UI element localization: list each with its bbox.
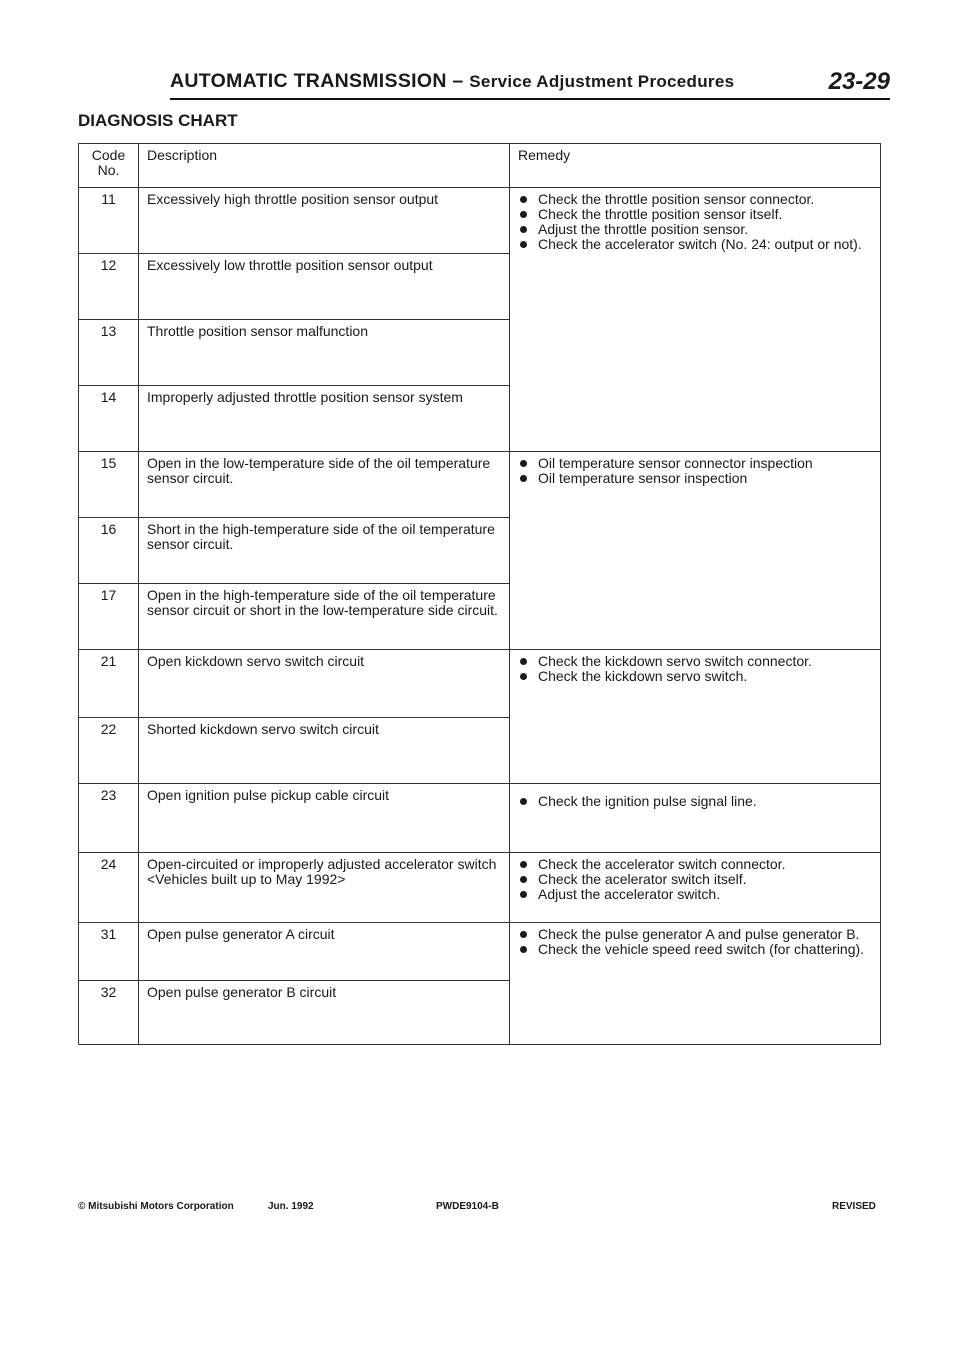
code-cell: 21 bbox=[79, 650, 139, 718]
remedy-cell bbox=[510, 650, 881, 784]
header-title bbox=[170, 70, 734, 93]
remedy-item: Check the kickdown servo switch. bbox=[518, 669, 872, 684]
description-cell: Open-circuited or improperly adjusted accelerator switch <Vehicles built up to May 1992> bbox=[139, 853, 510, 923]
table-row bbox=[79, 452, 881, 518]
description-cell: Open pulse generator A circuit bbox=[139, 923, 510, 981]
code-cell: 16 bbox=[79, 518, 139, 584]
remedy-cell bbox=[510, 853, 881, 923]
remedy-list bbox=[518, 857, 872, 902]
section-title: DIAGNOSIS CHART bbox=[78, 111, 238, 130]
page-number: 23-29 bbox=[828, 68, 890, 95]
code-cell: 32 bbox=[79, 981, 139, 1045]
header-description: Description bbox=[139, 144, 510, 188]
remedy-item: Check the pulse generator A and pulse generator B. bbox=[518, 927, 872, 942]
remedy-list bbox=[518, 654, 872, 684]
remedy-list bbox=[518, 456, 872, 486]
remedy-cell bbox=[510, 188, 881, 452]
remedy-item: Adjust the throttle position sensor. bbox=[518, 222, 872, 237]
diagnosis-table bbox=[78, 143, 881, 1045]
code-cell: 14 bbox=[79, 386, 139, 452]
header-title-main: AUTOMATIC TRANSMISSION – bbox=[170, 70, 470, 92]
remedy-item: Oil temperature sensor connector inspection bbox=[518, 456, 872, 471]
description-cell: Short in the high-temperature side of the oil temperature sensor circuit. bbox=[139, 518, 510, 584]
table-row bbox=[79, 923, 881, 981]
description-cell: Open in the low-temperature side of the oil temperature sensor circuit. bbox=[139, 452, 510, 518]
table-header-row bbox=[79, 144, 881, 188]
table-row bbox=[79, 784, 881, 853]
code-cell: 13 bbox=[79, 320, 139, 386]
code-cell: 12 bbox=[79, 254, 139, 320]
code-cell: 23 bbox=[79, 784, 139, 853]
table-row bbox=[79, 853, 881, 923]
code-cell: 24 bbox=[79, 853, 139, 923]
header-code: Code No. bbox=[79, 144, 139, 188]
remedy-item: Check the throttle position sensor itself. bbox=[518, 207, 872, 222]
description-cell: Improperly adjusted throttle position sensor system bbox=[139, 386, 510, 452]
footer-status: REVISED bbox=[832, 1201, 876, 1212]
description-cell: Open ignition pulse pickup cable circuit bbox=[139, 784, 510, 853]
remedy-cell bbox=[510, 923, 881, 1045]
remedy-cell bbox=[510, 784, 881, 853]
description-cell: Throttle position sensor malfunction bbox=[139, 320, 510, 386]
remedy-cell bbox=[510, 452, 881, 650]
description-cell: Shorted kickdown servo switch circuit bbox=[139, 718, 510, 784]
description-cell: Open in the high-temperature side of the oil temperature sensor circuit or short in the low-temperature side circuit. bbox=[139, 584, 510, 650]
remedy-item: Check the kickdown servo switch connector. bbox=[518, 654, 872, 669]
remedy-item: Adjust the accelerator switch. bbox=[518, 887, 872, 902]
description-cell: Open pulse generator B circuit bbox=[139, 981, 510, 1045]
code-cell: 11 bbox=[79, 188, 139, 254]
code-cell: 17 bbox=[79, 584, 139, 650]
table-row bbox=[79, 650, 881, 718]
remedy-item: Check the accelerator switch connector. bbox=[518, 857, 872, 872]
code-cell: 15 bbox=[79, 452, 139, 518]
header-title-sub: Service Adjustment Procedures bbox=[469, 72, 735, 91]
footer-copyright: © Mitsubishi Motors Corporation bbox=[78, 1201, 234, 1212]
page-header bbox=[170, 68, 890, 100]
remedy-list bbox=[518, 192, 872, 252]
remedy-item: Check the acelerator switch itself. bbox=[518, 872, 872, 887]
remedy-item: Check the throttle position sensor connector. bbox=[518, 192, 872, 207]
description-cell: Open kickdown servo switch circuit bbox=[139, 650, 510, 718]
description-cell: Excessively low throttle position sensor output bbox=[139, 254, 510, 320]
footer-doc-code: PWDE9104-B bbox=[436, 1201, 499, 1212]
footer-date: Jun. 1992 bbox=[268, 1201, 314, 1212]
remedy-item: Check the ignition pulse signal line. bbox=[518, 794, 872, 809]
header-remedy: Remedy bbox=[510, 144, 881, 188]
remedy-item: Oil temperature sensor inspection bbox=[518, 471, 872, 486]
code-cell: 22 bbox=[79, 718, 139, 784]
table-row bbox=[79, 188, 881, 254]
remedy-item: Check the vehicle speed reed switch (for chattering). bbox=[518, 942, 872, 957]
remedy-list bbox=[518, 927, 872, 957]
code-cell: 31 bbox=[79, 923, 139, 981]
description-cell: Excessively high throttle position sensor output bbox=[139, 188, 510, 254]
remedy-list bbox=[518, 794, 872, 809]
remedy-item: Check the accelerator switch (No. 24: output or not). bbox=[518, 237, 872, 252]
